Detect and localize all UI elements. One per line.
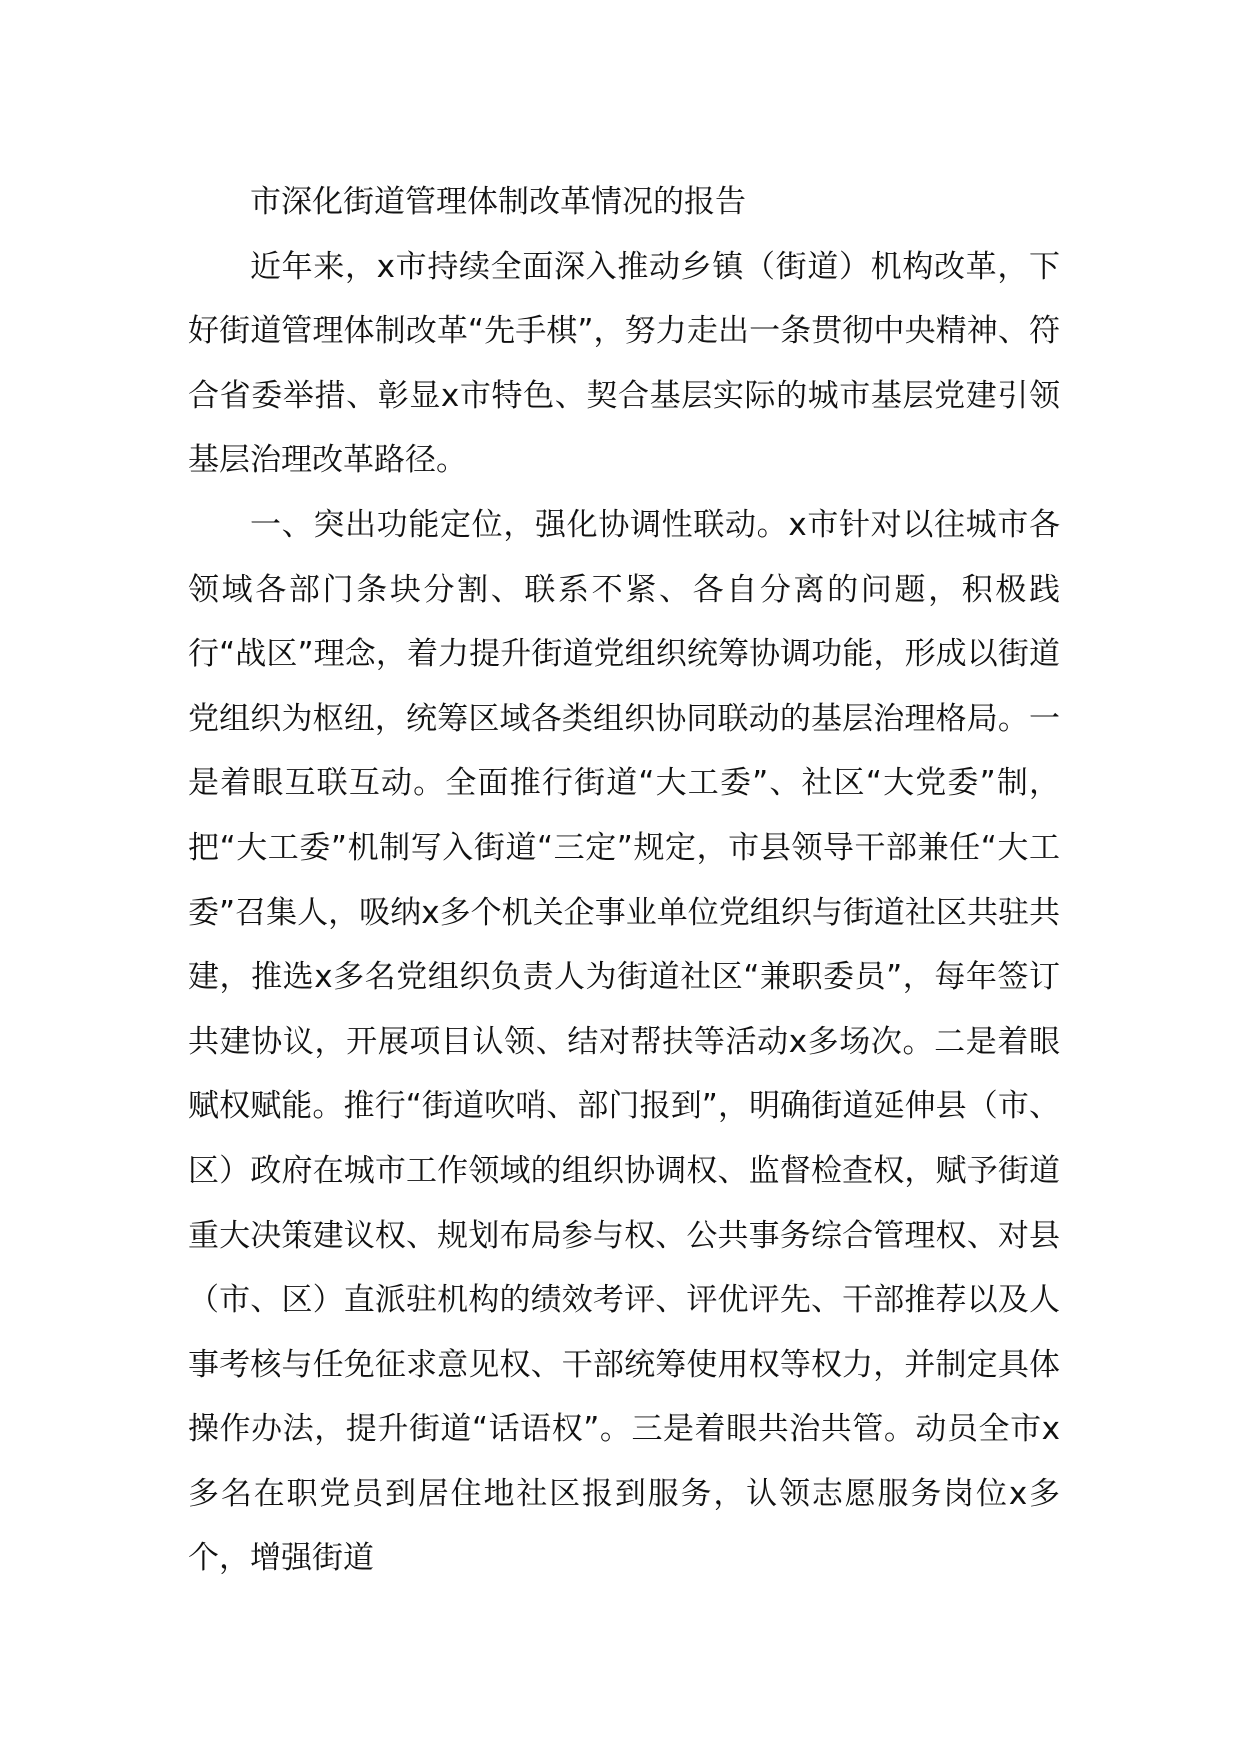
document-title: 市深化街道管理体制改革情况的报告 — [250, 184, 746, 220]
paragraph-intro: 近年来，x市持续全面深入推动乡镇（街道）机构改革，下好街道管理体制改革“先手棋”，努力走出一条贯彻中央精神、符合省委举措、彰显x市特色、契合基层实际的城市基层党建引领基层治理改革路径。 — [188, 248, 1060, 479]
document-body — [188, 170, 1060, 1591]
paragraph-section-one: 一、突出功能定位，强化协调性联动。x市针对以往城市各领域各部门条块分割、联系不紧、各自分离的问题，积极践行“战区”理念，着力提升街道党组织统筹协调功能，形成以街道党组织为枢纽，统筹区域各类组织协同联动的基层治理格局。一是着眼互联互动。全面推行街道“大工委”、社区“大党委”制，把“大工委”机制写入街道“三定”规定，市县领导干部兼任“大工委”召集人，吸纳x多个机关企事业单位党组织与街道社区共驻共建，推选x多名党组织负责人为街道社区“兼职委员”，每年签订共建协议，开展项目认领、结对帮扶等活动x多场次。二是着眼赋权赋能。推行“街道吹哨、部门报到”，明确街道延伸县（市、区）政府在城市工作领域的组织协调权、监督检查权，赋予街道重大决策建议权、规划布局参与权、公共事务综合管理权、对县（市、区）直派驻机构的绩效考评、评优评先、干部推荐以及人事考核与任免征求意见权、干部统筹使用权等权力，并制定具体操作办法，提升街道“话语权”。三是着眼共治共管。动员全市x多名在职党员到居住地社区报到服务，认领志愿服务岗位x多个，增强街道 — [188, 506, 1060, 1577]
